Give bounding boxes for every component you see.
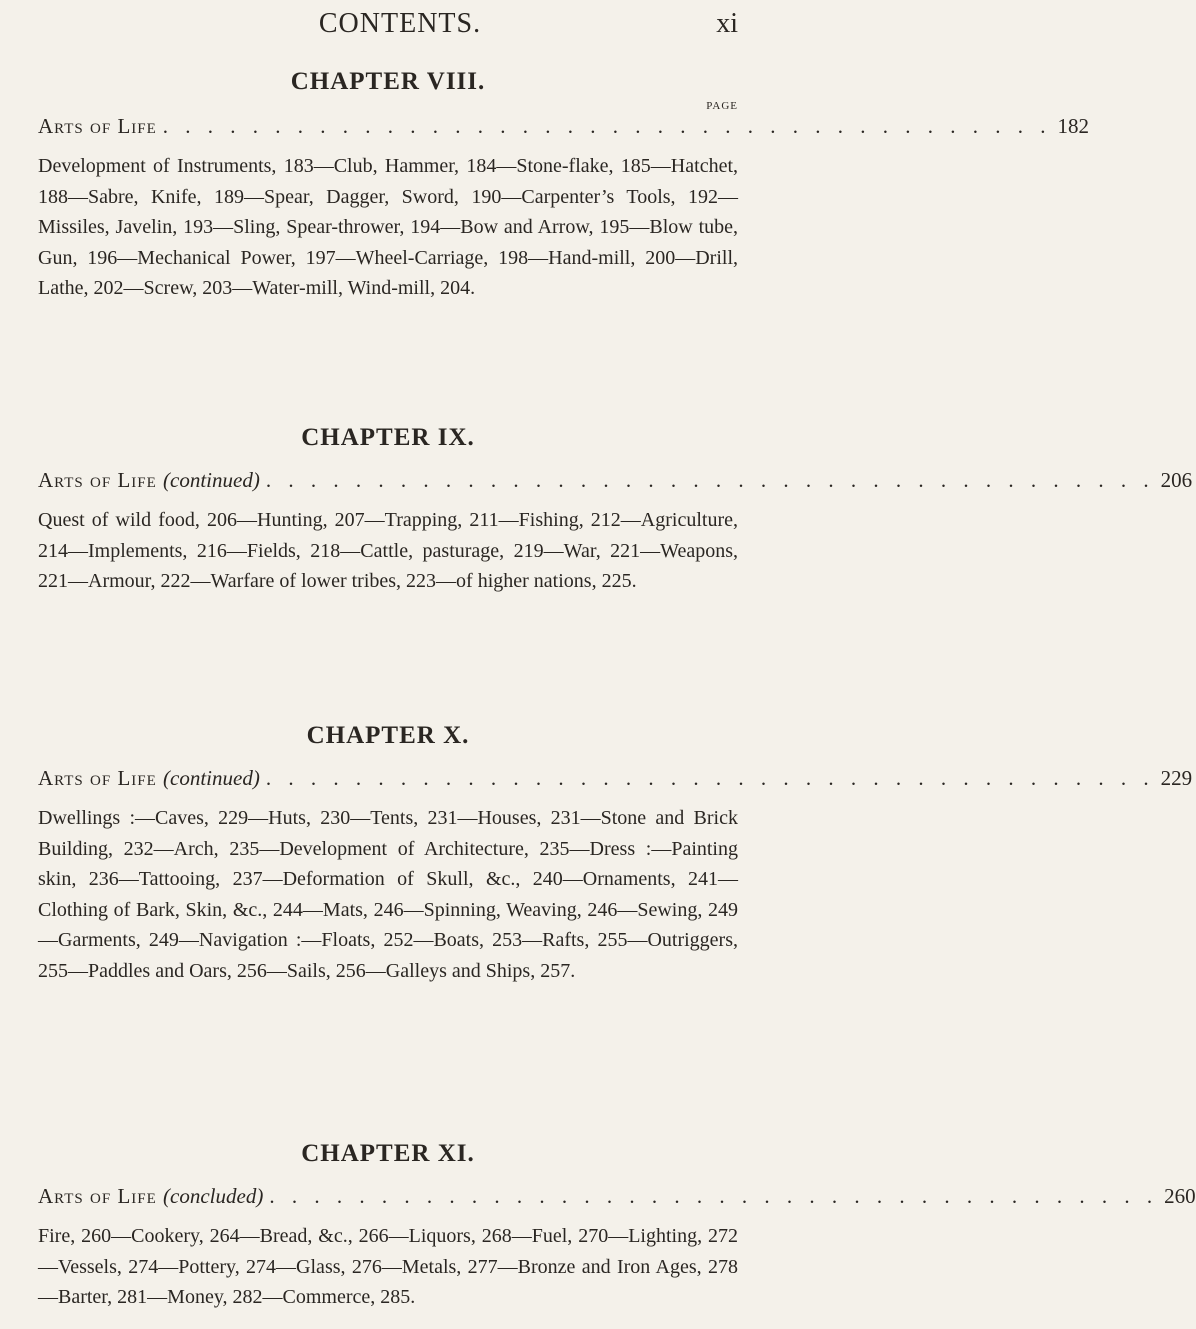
chapter-viii: [38, 68, 1090, 304]
toc-entry-page: 229: [1160, 766, 1193, 790]
page-column-label: PAGE: [706, 100, 738, 112]
chapter-summary: Development of Instruments, 183—Club, Hammer, 184—Stone-flake, 185—Hatchet, 188—Sabre, Knife, 189—Spear, Dagger, Sword, 190—Carpenter’s Tools, 192—Missiles, Javelin, 193—Sling, Spear-thrower, 194—Bow and Arrow, 195—Blow tube, Gun, 196—Mechanical Power, 197—Wheel-Carriage, 198—Hand-mill, 200—Drill, Lathe, 202—Screw, 203—Water-mill, Wind-mill, 204.: [38, 155, 738, 299]
leader-dots: . . . . . . . . . . . . . . . . . . . . . . . . . . . . . . . . . . . . . . . .: [265, 468, 1155, 492]
toc-entry-qualifier: (concluded): [163, 1184, 264, 1208]
toc-entry[interactable]: [38, 766, 1193, 791]
toc-entry-page: 260: [1164, 1184, 1196, 1208]
toc-entry[interactable]: [38, 1184, 1196, 1209]
toc-entry-qualifier: (continued): [163, 468, 260, 492]
leader-dots: . . . . . . . . . . . . . . . . . . . . . . . . . . . . . . . . . . . . . . . .: [162, 114, 1052, 138]
running-head: [0, 8, 800, 48]
chapter-summary: Dwellings :—Caves, 229—Huts, 230—Tents, 231—Houses, 231—Stone and Brick Building, 232—Arch, 235—Development of Architecture, 235—Dress :—Painting skin, 236—Tattooing, 237—Deformation of Skull, &c., 240—Ornaments, 241—Clothing of Bark, Skin, &c., 244—Mats, 246—Spinning, Weaving, 246—Sewing, 249—Garments, 249—Navigation :—Floats, 252—Boats, 253—Rafts, 255—Outriggers, 255—Paddles and Oars, 256—Sails, 256—Galleys and Ships, 257.: [38, 807, 738, 982]
chapter-summary: Quest of wild food, 206—Hunting, 207—Trapping, 211—Fishing, 212—Agriculture, 214—Implements, 216—Fields, 218—Cattle, pasturage, 219—War, 221—Weapons, 221—Armour, 222—Warfare of lower tribes, 223—of higher nations, 225.: [38, 509, 738, 592]
chapter-ix: [38, 424, 1193, 597]
leader-dots: . . . . . . . . . . . . . . . . . . . . . . . . . . . . . . . . . . . . . . . .: [269, 1184, 1159, 1208]
page-number: xi: [716, 8, 738, 39]
toc-entry-title: Arts of Life (continued): [38, 766, 260, 790]
chapter-heading: CHAPTER IX.: [301, 424, 475, 451]
toc-entry-page: 206: [1160, 468, 1193, 492]
toc-entry-title: Arts of Life (continued): [38, 468, 260, 492]
chapter-heading: CHAPTER X.: [306, 722, 470, 749]
toc-entry-title: Arts of Life (concluded): [38, 1184, 264, 1208]
chapter-heading: CHAPTER VIII.: [290, 68, 486, 95]
chapter-xi: [38, 1140, 1196, 1313]
leader-dots: . . . . . . . . . . . . . . . . . . . . . . . . . . . . . . . . . . . . . . . .: [265, 766, 1155, 790]
running-title: CONTENTS.: [318, 8, 482, 39]
toc-entry-page: 182: [1057, 114, 1090, 138]
chapter-x: [38, 722, 1193, 986]
toc-entry[interactable]: [38, 114, 1090, 139]
chapter-summary: Fire, 260—Cookery, 264—Bread, &c., 266—Liquors, 268—Fuel, 270—Lighting, 272—Vessels, 274—Pottery, 274—Glass, 276—Metals, 277—Bronze and Iron Ages, 278—Barter, 281—Money, 282—Commerce, 285.: [38, 1225, 738, 1308]
toc-entry-title: Arts of Life: [38, 114, 157, 138]
toc-entry-qualifier: (continued): [163, 766, 260, 790]
toc-entry[interactable]: [38, 468, 1193, 493]
chapter-heading: CHAPTER XI.: [301, 1140, 475, 1167]
